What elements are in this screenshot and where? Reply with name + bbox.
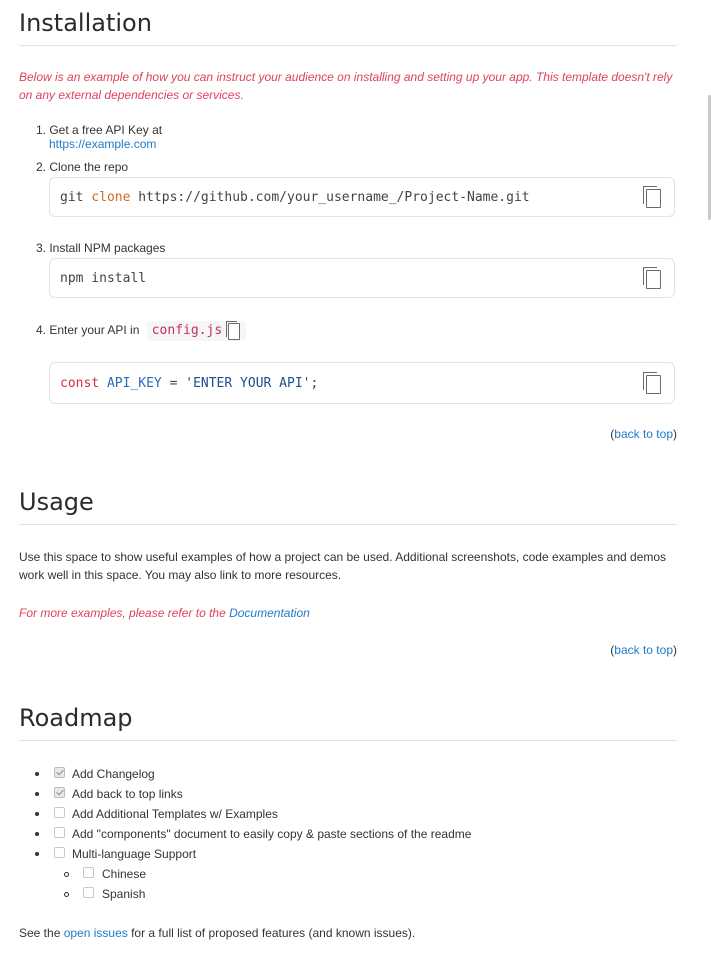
- npm-code-block: [49, 258, 675, 298]
- code-const: const: [60, 376, 100, 391]
- roadmap-item-label: Add Additional Templates w/ Examples: [72, 807, 278, 821]
- bullet-icon: [35, 832, 39, 836]
- hollow-bullet-icon: [64, 872, 69, 877]
- config-filename: config.js: [151, 323, 223, 338]
- copy-icon[interactable]: [646, 375, 661, 394]
- installation-heading: Installation: [19, 11, 677, 46]
- step-2: [36, 160, 128, 174]
- installation-intro: Below is an example of how you can instruct your audience on installing and setting up your app. This template doesn't rely on any external dependencies or services.: [19, 70, 673, 102]
- roadmap-subitem-label: Chinese: [102, 867, 147, 881]
- checkbox-icon[interactable]: [83, 887, 94, 898]
- copy-icon[interactable]: [646, 189, 661, 208]
- bullet-icon: [35, 812, 39, 816]
- step-1-label: 1. Get a free API Key at: [36, 123, 163, 137]
- roadmap-subitem-label: Spanish: [102, 887, 146, 901]
- usage-heading: Usage: [19, 490, 677, 525]
- back-to-top-link[interactable]: back to top: [614, 643, 673, 657]
- paren-close: ): [673, 643, 677, 657]
- step-3: [36, 241, 165, 255]
- code-npm: npm install: [60, 271, 147, 286]
- clone-code-block: [49, 177, 675, 217]
- back-to-top-usage: [610, 643, 677, 657]
- checkbox-icon[interactable]: [54, 847, 65, 858]
- roadmap-footer: [19, 924, 415, 942]
- back-to-top-link[interactable]: back to top: [614, 427, 673, 441]
- usage-body: Use this space to show useful examples of how a project can be used. Additional screenshots, code examples and demos work well in this space. You may also link to more resources.: [19, 550, 667, 582]
- code-var: API_KEY: [106, 376, 162, 391]
- code-url: https://github.com/your_username_/Project-Name.git: [130, 190, 530, 205]
- roadmap-item-label: Add Changelog: [72, 767, 155, 781]
- checkbox-icon[interactable]: [54, 807, 65, 818]
- bullet-icon: [35, 772, 39, 776]
- code-keyword: clone: [91, 190, 131, 205]
- roadmap-item-label: Multi-language Support: [72, 847, 197, 861]
- bullet-icon: [35, 852, 39, 856]
- api-key-link[interactable]: https://example.com: [49, 137, 157, 151]
- api-key-code-block: [49, 362, 675, 404]
- paren-open: (: [610, 427, 615, 441]
- paren-open: (: [610, 643, 615, 657]
- step-4-label: 4. Enter your API in: [36, 323, 140, 337]
- code-cmd: git: [60, 190, 84, 205]
- bullet-icon: [35, 792, 39, 796]
- step-2-label: 2. Clone the repo: [36, 160, 129, 174]
- footer-suffix: for a full list of proposed features (and known issues).: [127, 926, 416, 940]
- checkbox-icon[interactable]: [54, 827, 65, 838]
- footer-prefix: See the: [19, 926, 64, 940]
- step-4: [36, 321, 246, 341]
- usage-more-prefix: For more examples, please refer to the: [19, 606, 230, 620]
- step-1: [36, 123, 162, 151]
- roadmap-heading: Roadmap: [19, 706, 677, 741]
- documentation-link[interactable]: Documentation: [229, 606, 310, 620]
- checkbox-icon[interactable]: [54, 767, 65, 778]
- paren-close: ): [673, 427, 677, 441]
- config-inline-code: [147, 321, 246, 341]
- copy-icon[interactable]: [228, 323, 240, 340]
- checkbox-icon[interactable]: [54, 787, 65, 798]
- usage-more: [19, 604, 310, 622]
- back-to-top-installation: [610, 427, 677, 441]
- open-issues-link[interactable]: open issues: [63, 926, 128, 940]
- checkbox-icon[interactable]: [83, 867, 94, 878]
- roadmap-item-label: Add "components" document to easily copy & paste sections of the readme: [72, 827, 472, 841]
- code-string: 'ENTER YOUR API': [185, 376, 311, 391]
- roadmap-item-label: Add back to top links: [72, 787, 183, 801]
- hollow-bullet-icon: [64, 892, 69, 897]
- step-3-label: 3. Install NPM packages: [36, 241, 166, 255]
- copy-icon[interactable]: [646, 270, 661, 289]
- code-eq: =: [161, 376, 186, 391]
- code-end: ;: [310, 376, 319, 391]
